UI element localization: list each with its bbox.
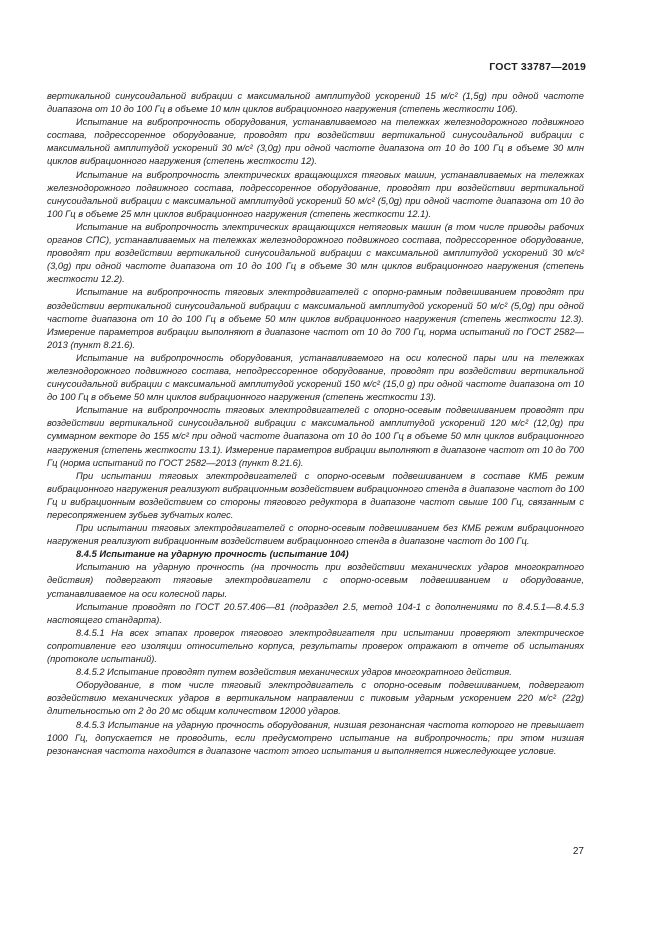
paragraph: Испытанию на ударную прочность (на прочность при воздействии механических ударов многократного действия) подвергают тяговые электродвигатели с опорно-осевым подвешиванием и оборудование, устанавливаемое на оси колесной пары. — [47, 562, 584, 599]
paragraph: При испытании тяговых электродвигателей с опорно-осевым подвешиванием в составе КМБ режим вибрационного нагружения реализуют вибрационным воздействием вибрационного стенда в диапазоне частот до 100 Гц и вибрационным воздействием со стороны тягового редуктора в диапазоне частот свыше 100 Гц, связанным с пересопряжением зубьев зубчатых колес. — [47, 470, 584, 520]
paragraph: Испытание на вибропрочность тяговых электродвигателей с опорно-осевым подвешиванием проводят при воздействии вертикальной синусоидальной вибрации с максимальной амплитудой ускорений 120 м/с² (12,0g) при суммарном векторе до 155 м/с² при одной частоте диапазона от 10 до 100 Гц в объеме 50 млн циклов вибрационного нагружения (степень жесткости 13.1). Измерение параметров вибрации выполняют в диапазоне частот от 10 до 700 Гц (норма испытаний по ГОСТ 2582—2013 (пункт 8.21.6). — [47, 405, 584, 468]
paragraph: 8.4.5.2 Испытание проводят путем воздействия механических ударов многократного действия. — [76, 667, 512, 678]
paragraph: Испытание на вибропрочность оборудования, устанавливаемого на оси колесной пары или на тележках железнодорожного подвижного состава, неподрессоренное оборудование, проводят при воздействии вертикальной синусоидальной вибрации с максимальной амплитудой ускорений 150 м/с² (15,0 g) при одной частоте диапазона от 10 до 100 Гц в объеме 50 млн циклов вибрационного нагружения (степень жесткости 13). — [47, 352, 584, 403]
paragraph: Испытание проводят по ГОСТ 20.57.406—81 (подраздел 2.5, метод 104-1 с дополнениями по 8.4.5.1—8.4.5.3 настоящего стандарта). — [47, 601, 584, 625]
paragraph: Испытание на вибропрочность оборудования, устанавливаемого на тележках железнодорожного подвижного состава, подрессоренное оборудование, проводят при воздействии вертикальной синусоидальной вибрации с максимальной амплитудой ускорений 30 м/с² (3,0g) при одной частоте диапазона от 10 до 100 Гц в объеме 30 млн циклов вибрационного нагружения (степень жесткости 12). — [47, 117, 584, 167]
paragraph: 8.4.5.3 Испытание на ударную прочность оборудования, низшая резонансная частота которого не превышает 1000 Гц, допускается не проводить, если предусмотрено испытание на вибропрочность; при этом низшая резонансная частота находится в диапазоне частот этого испытания и выполняется нижеследующее условие. — [47, 719, 584, 756]
standard-header: ГОСТ 33787—2019 — [489, 61, 586, 73]
paragraph: Испытание на вибропрочность электрических вращающихся нетяговых машин (в том числе приводы рабочих органов СПС), устанавливаемых на тележках железнодорожного подвижного состава, подрессоренное оборудование, проводят при воздействии вертикальной синусоидальной вибрации с максимальной амплитудой ускорений 30 м/с² (3,0g) при одной частоте диапазона от 10 до 100 Гц в объеме 30 млн циклов вибрационного нагружения (степень жесткости 12.2). — [47, 221, 584, 285]
paragraph: 8.4.5.1 На всех этапах проверок тягового электродвигателя при испытании проверяют электрическое сопротивление его изоляции относительно корпуса, результаты проверок отражают в отчете об испытаниях (протоколе испытаний). — [47, 627, 584, 665]
paragraph: Оборудование, в том числе тяговый электродвигатель с опорно-осевым подвешиванием, подвергают воздействию механических ударов в вертикальном направлении с пиковым ударным ускорением 220 м/с² (22g) длительностью от 2 до 20 мс общим количеством 12000 ударов. — [47, 680, 584, 717]
paragraph: Испытание на вибропрочность электрических вращающихся тяговых машин, устанавливаемых на тележках железнодорожного подвижного состава, подрессоренное оборудование, проводят при воздействии вертикальной синусоидальной вибрации с максимальной амплитудой ускорений 50 м/с² (5,0g) при одной частоте диапазона от 10 до 100 Гц в объеме 25 млн циклов вибрационного нагружения (степень жесткости 12.1). — [47, 169, 584, 219]
paragraph: При испытании тяговых электродвигателей с опорно-осевым подвешиванием без КМБ режим вибрационного нагружения реализуют вибрационным воздействием вибрационного стенда в диапазоне частот до 100 Гц. — [47, 523, 584, 547]
document-body — [47, 90, 584, 758]
page-number: 27 — [572, 846, 584, 857]
section-heading: 8.4.5 Испытание на ударную прочность (испытание 104) — [76, 549, 349, 560]
paragraph: вертикальной синусоидальной вибрации с максимальной амплитудой ускорений 15 м/с² (1,5g) при одной частоте диапазона от 10 до 100 Гц в объеме 10 млн циклов вибрационного нагружения (степень жесткости 10б). — [47, 91, 584, 115]
paragraph: Испытание на вибропрочность тяговых электродвигателей с опорно-рамным подвешиванием проводят при воздействии вертикальной синусоидальной вибрации с максимальной амплитудой ускорений 50 м/с² (5,0g) при одной частоте диапазона от 10 до 100 Гц в объеме 50 млн циклов вибрационного нагружения (степень жесткости 12.3). Измерение параметров вибрации выполняют в диапазоне частот от 10 до 700 Гц, норма испытаний по ГОСТ 2582—2013 (пункт 8.21.6). — [47, 287, 584, 350]
